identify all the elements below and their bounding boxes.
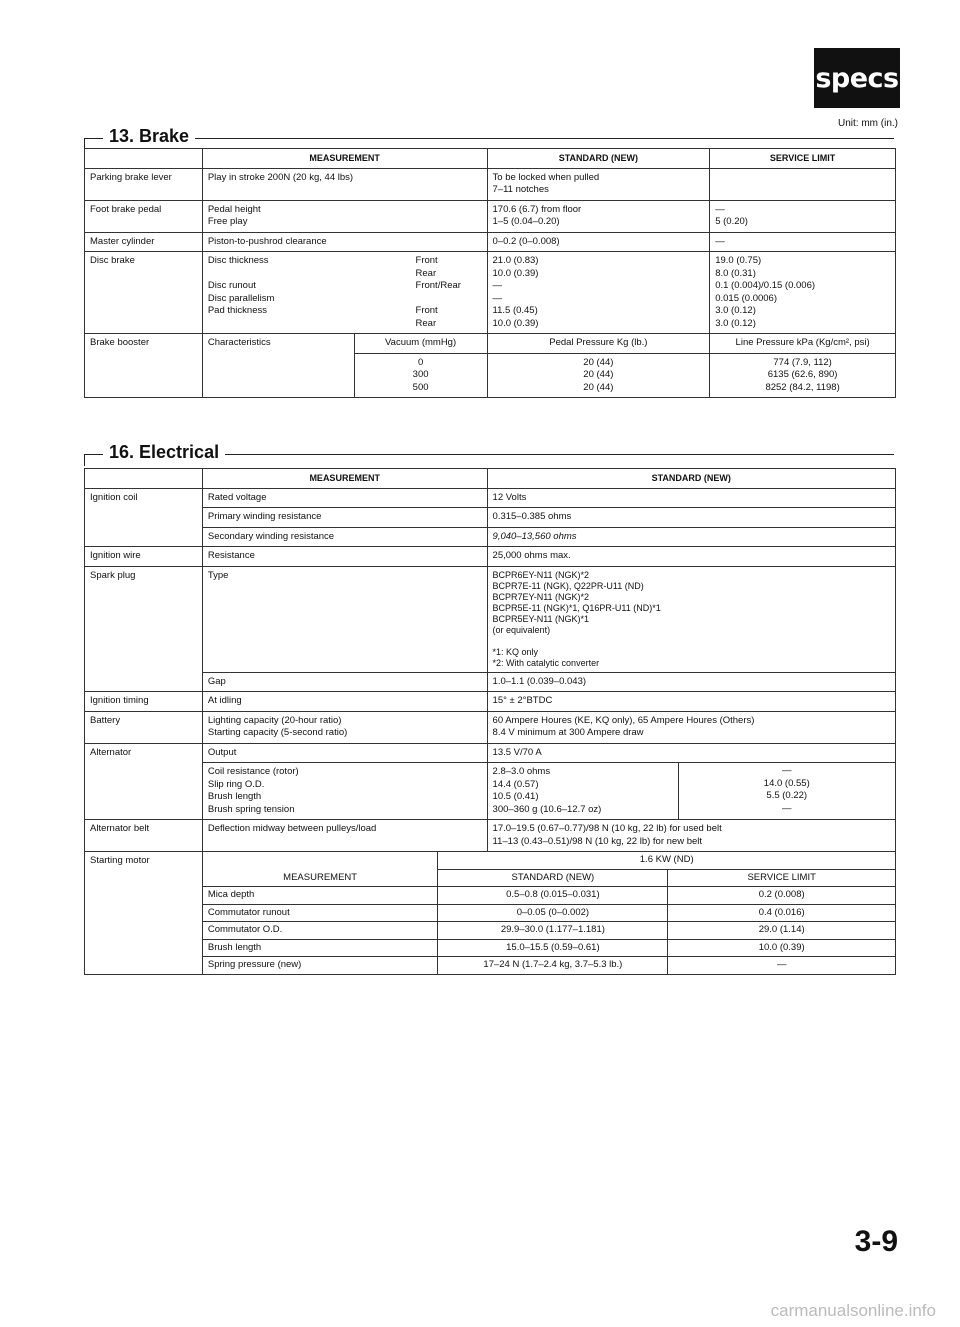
booster-ped-header: Pedal Pressure Kg (lb.) [487,334,710,354]
brake-frame-left [84,138,85,148]
starter-lim-2: 29.0 (1.14) [668,922,895,940]
timing-std: 15° ± 2°BTDC [487,692,895,712]
alternator-limit: — 14.0 (0.55) 5.5 (0.22) — [763,765,810,814]
starter-std-header: STANDARD (NEW) [438,869,668,887]
starter-std-3: 15.0–15.5 (0.59–0.61) [438,939,668,957]
plug-gap-value: 1.0–1.1 (0.039–0.043) [487,672,895,692]
foot-limit: — 5 (0.20) [710,200,896,232]
booster-vac: 0 300 500 [354,353,487,398]
parking-std: To be locked when pulled 7–11 notches [487,168,710,200]
starter-meas-4: Spring pressure (new) [203,957,438,974]
coil-meas-0: Rated voltage [202,488,487,508]
alternator-split [488,763,895,819]
coil-meas-2: Secondary winding resistance [202,527,487,547]
starter-meas-3: Brush length [203,939,438,957]
starter-lim-0: 0.2 (0.008) [668,887,895,905]
booster-blank-2 [202,353,354,398]
parking-item: Parking brake lever [85,168,203,200]
battery-meas: Lighting capacity (20-hour ratio) Starting capacity (5-second ratio) [202,711,487,743]
parking-limit [710,168,896,200]
elec-frame-left [84,454,85,466]
timing-meas: At idling [202,692,487,712]
brake-header-standard: STANDARD (NEW) [487,149,710,169]
wire-std: 25,000 ohms max. [487,547,895,567]
coil-item: Ignition coil [85,488,203,547]
elec-blank-header [85,469,203,489]
disc-limit: 19.0 (0.75) 8.0 (0.31) 0.1 (0.004)/0.15 (0.006) 0.015 (0.0006) 3.0 (0.12) 3.0 (0.12) [710,252,896,334]
booster-blank-1 [85,353,203,398]
starter-std-0: 0.5–0.8 (0.015–0.031) [438,887,668,905]
plug-meas: Type [202,566,487,672]
disc-std: 21.0 (0.83) 10.0 (0.39) — — 11.5 (0.45) 10.0 (0.39) [487,252,710,334]
starter-std-1: 0–0.05 (0–0.002) [438,904,668,922]
master-item: Master cylinder [85,232,203,252]
page-number: 3-9 [854,1225,898,1258]
master-meas: Piston-to-pushrod clearance [202,232,487,252]
parking-meas: Play in stroke 200N (20 kg, 44 lbs) [202,168,487,200]
brake-header-limit: SERVICE LIMIT [710,149,896,169]
belt-std: 17.0–19.5 (0.67–0.77)/98 N (10 kg, 22 lb) for used belt 11–13 (0.43–0.51)/98 N (10 kg, 22 lb) for new belt [487,820,895,852]
booster-line-header: Line Pressure kPa (Kg/cm², psi) [710,334,896,354]
brake-frame-top [84,138,894,139]
booster-line: 774 (7.9, 112) 6135 (62.6, 890) 8252 (84.2, 1198) [710,353,896,398]
disc-meas-cell [202,252,487,334]
foot-meas: Pedal height Free play [202,200,487,232]
booster-meas: Characteristics [202,334,354,354]
starter-meas-2: Commutator O.D. [203,922,438,940]
disc-meas-row [208,255,482,330]
disc-sub: Front Rear Front/Rear Front Rear [415,255,461,329]
timing-item: Ignition timing [85,692,203,712]
disc-meas: Disc thickness Disc runout Disc parallelism Pad thickness [207,255,275,316]
starter-item: Starting motor [85,852,203,975]
starter-lim-header: SERVICE LIMIT [668,869,895,887]
starter-kw: 1.6 KW (ND) [438,852,895,869]
brake-header-measurement: MEASUREMENT [202,149,487,169]
belt-item: Alternator belt [85,820,203,852]
starter-table [203,852,895,974]
alternator-output-value: 13.5 V/70 A [487,743,895,763]
brake-title: 13. Brake [103,126,195,147]
elec-header-standard: STANDARD (NEW) [487,469,895,489]
coil-std-1: 0.315–0.385 ohms [487,508,895,528]
wire-item: Ignition wire [85,547,203,567]
starter-meas-1: Commutator runout [203,904,438,922]
alternator-std: 2.8–3.0 ohms 14.4 (0.57) 10.5 (0.41) 300–360 g (10.6–12.7 oz) [488,763,679,819]
alternator-meas: Coil resistance (rotor) Slip ring O.D. Brush length Brush spring tension [202,763,487,820]
starter-lim-1: 0.4 (0.016) [668,904,895,922]
specs-badge: specs [814,48,900,108]
alternator-split-cell [487,763,895,820]
starter-std-4: 17–24 N (1.7–2.4 kg, 3.7–5.3 lb.) [438,957,668,974]
starter-cell [202,852,895,975]
wire-meas: Resistance [202,547,487,567]
master-limit: — [710,232,896,252]
starter-meas-0: Mica depth [203,887,438,905]
watermark: carmanualsonline.info [770,1301,936,1320]
battery-std: 60 Ampere Houres (KE, KQ only), 65 Ampere Houres (Others) 8.4 V minimum at 300 Ampere draw [487,711,895,743]
starter-std-2: 29.9–30.0 (1.177–1.181) [438,922,668,940]
booster-vac-header: Vacuum (mmHg) [354,334,487,354]
alternator-output: Output [202,743,487,763]
foot-std: 170.6 (6.7) from floor 1–5 (0.04–0.20) [487,200,710,232]
starter-meas-header: MEASUREMENT [203,852,438,887]
belt-meas: Deflection midway between pulleys/load [202,820,487,852]
battery-item: Battery [85,711,203,743]
brake-table [84,148,896,398]
electrical-table [84,468,896,975]
plug-gap: Gap [202,672,487,692]
alternator-item: Alternator [85,743,203,820]
booster-item: Brake booster [85,334,203,354]
blank-header [85,149,203,169]
coil-std-0: 12 Volts [487,488,895,508]
disc-item: Disc brake [85,252,203,334]
coil-meas-1: Primary winding resistance [202,508,487,528]
plug-item: Spark plug [85,566,203,692]
starter-lim-4: — [668,957,895,974]
booster-ped: 20 (44) 20 (44) 20 (44) [487,353,710,398]
unit-label: Unit: mm (in.) [838,118,898,129]
starter-lim-3: 10.0 (0.39) [668,939,895,957]
plug-std: BCPR6EY-N11 (NGK)*2 BCPR7E-11 (NGK), Q22PR-U11 (ND) BCPR7EY-N11 (NGK)*2 BCPR5E-11 (NGK)*1, Q16PR-U11 (ND)*1 BCPR5EY-N11 (NGK)*1 (or equivalent) *1: KQ only *2: With catalytic converter [487,566,895,672]
elec-header-measurement: MEASUREMENT [202,469,487,489]
electrical-title: 16. Electrical [103,442,225,463]
foot-item: Foot brake pedal [85,200,203,232]
coil-std-2: 9,040–13,560 ohms [487,527,895,547]
master-std: 0–0.2 (0–0.008) [487,232,710,252]
